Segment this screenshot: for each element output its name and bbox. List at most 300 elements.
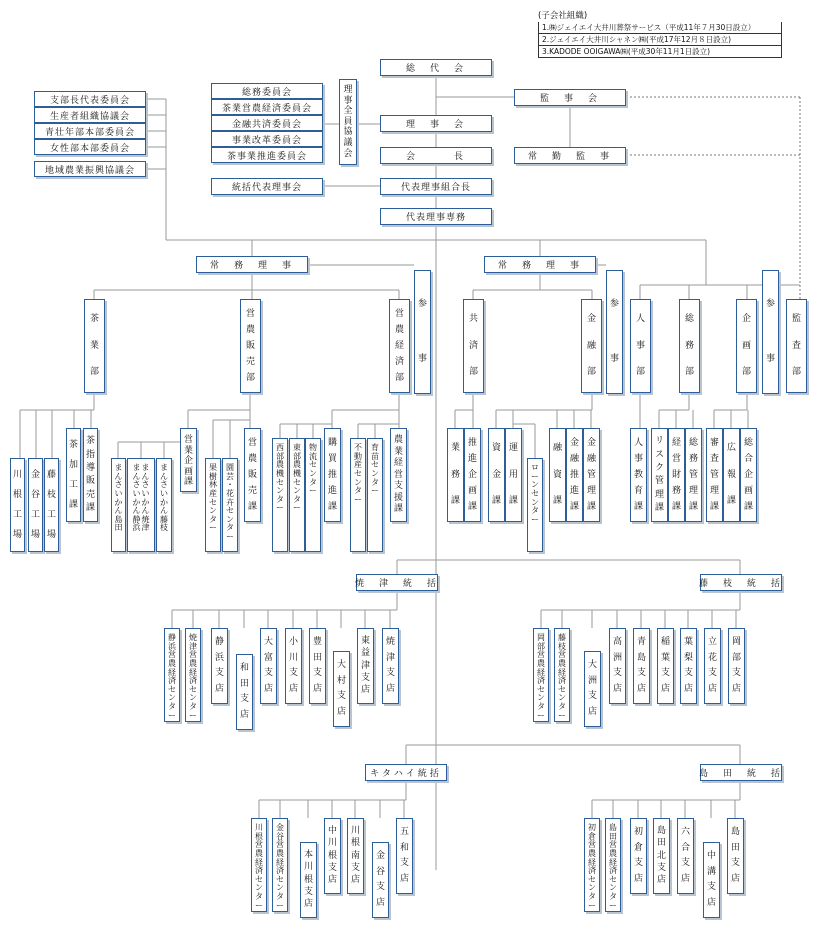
vertical-char: 課 [586, 501, 596, 512]
vertical-char: 益 [360, 648, 370, 659]
vertical-char: セ [309, 460, 317, 470]
vertical-char: ン [354, 477, 362, 487]
committee-finance-mutual-box: 金融共済委員会 [211, 115, 323, 131]
vertical-char: 議 [343, 138, 353, 149]
vertical-char: 店 [636, 683, 646, 694]
vertical-char: 事 [635, 340, 645, 351]
vertical-char: 店 [375, 897, 385, 908]
fujieda-branch-5-box [704, 628, 721, 704]
vertical-char: タ [276, 494, 284, 504]
vertical-char: 農 [558, 658, 566, 668]
tea-processing-section-box [66, 428, 81, 522]
vertical-char: セ [537, 684, 545, 694]
vertical-char: 支 [239, 694, 249, 705]
vertical-char: 浜 [168, 641, 176, 651]
fujieda-branch-0-box [584, 651, 601, 727]
vertical-char: 大 [336, 660, 346, 671]
audit-department-box [786, 299, 807, 393]
vertical-char: 営 [168, 650, 176, 660]
vertical-char: 梨 [683, 652, 693, 663]
vertical-char: 藤 [160, 514, 168, 524]
vertical-char: 業 [183, 445, 193, 456]
vertical-char: ー [209, 523, 217, 533]
vertical-char: タ [293, 494, 301, 504]
west-machinery-center-box [272, 438, 288, 552]
fujieda-center-2-box [554, 628, 570, 722]
vertical-char: 川 [303, 862, 313, 873]
seedling-center-box [367, 438, 383, 552]
vertical-char: 立 [707, 637, 717, 648]
vertical-char: 理 [709, 485, 719, 496]
vertical-char: 経 [537, 667, 545, 677]
public-relations-section-box [723, 428, 740, 522]
vertical-char: 東 [293, 443, 301, 452]
vertical-char: ん [141, 471, 150, 481]
vertical-char: ロ [531, 463, 539, 472]
vertical-char: ー [255, 900, 263, 910]
vertical-char: 支 [656, 863, 666, 874]
vertical-char: タ [354, 486, 362, 496]
shimada-center-1-box [584, 818, 600, 912]
vertical-char: 農 [537, 658, 545, 668]
fujieda-branch-2-box [633, 628, 650, 704]
vertical-char: 売 [85, 489, 95, 500]
vertical-char: ク [654, 463, 664, 474]
vertical-char: い [160, 488, 168, 498]
vertical-char: 教 [633, 469, 643, 480]
planning-department-box [736, 299, 757, 393]
vertical-char: 支 [706, 882, 716, 893]
vertical-char: 営 [588, 840, 596, 850]
vertical-char: 金 [491, 469, 501, 480]
vertical-char: 企 [743, 469, 753, 480]
vertical-char: タ [537, 702, 545, 711]
subsidiary-item: 3.KADODE OOIGAWA㈱(平成30年11月1日設立) [538, 46, 782, 58]
vertical-char: 根 [327, 850, 337, 861]
representative-director-box: 代表理事組合長 [380, 178, 492, 195]
vertical-char: 金 [569, 437, 579, 448]
management-finance-section-box [668, 428, 685, 522]
vertical-char: ー [168, 710, 176, 720]
vertical-char: 経 [558, 667, 566, 677]
vertical-char: 経 [609, 857, 617, 867]
vertical-char: 用 [508, 469, 518, 480]
vertical-char: 大 [587, 660, 597, 671]
vertical-char: タ [371, 477, 379, 487]
vertical-char: 店 [730, 873, 740, 884]
vertical-char: 参 [765, 299, 775, 310]
vertical-char: 農 [245, 324, 255, 335]
vertical-char: 静 [214, 637, 224, 648]
vertical-char: 店 [680, 873, 690, 884]
vertical-char: セ [168, 684, 176, 694]
vertical-char: 資 [552, 469, 562, 480]
vertical-char: 支 [375, 882, 385, 893]
vertical-char: ス [654, 449, 664, 460]
vertical-char: 営 [558, 650, 566, 660]
vertical-char: 島 [114, 514, 123, 524]
vertical-char: セ [354, 468, 362, 478]
vertical-char: ー [531, 471, 539, 481]
vertical-char: 農 [168, 658, 176, 668]
vertical-char: 課 [393, 503, 403, 514]
finance-department-box [581, 299, 602, 393]
vertical-char: 店 [239, 709, 249, 720]
vertical-char: 済 [537, 676, 545, 686]
vertical-char: 課 [552, 496, 562, 507]
managing-director-box: 代表理事専務 [380, 208, 492, 225]
mutual-operations-section-box [447, 428, 464, 522]
vertical-char: 済 [255, 866, 263, 876]
vertical-char: 課 [247, 501, 257, 512]
vertical-char: 洲 [612, 652, 622, 663]
vertical-char: ん [114, 471, 123, 481]
vertical-char: ー [537, 710, 545, 720]
yaizu-branch-7-box [382, 628, 399, 704]
farmstand-fujieda-box [156, 458, 172, 552]
vertical-char: 田 [312, 652, 322, 663]
vertical-char: 事 [633, 453, 643, 464]
vertical-char: 画 [741, 340, 751, 351]
horticulture-center-box-column [226, 464, 234, 551]
vertical-char: 工 [68, 479, 78, 490]
vertical-char: 支 [327, 863, 337, 874]
vertical-char: 島 [656, 825, 666, 836]
vertical-char: 営 [189, 650, 197, 660]
vertical-char: 不 [354, 443, 362, 452]
yaizu-center-2-box [185, 628, 201, 722]
vertical-char: タ [276, 892, 284, 901]
vertical-char: 産 [354, 460, 362, 470]
vertical-char: ン [588, 883, 596, 893]
farmstand-yaizu-shizuhama-box [127, 458, 155, 552]
vertical-char: 根 [350, 838, 360, 849]
vertical-char: 田 [609, 831, 617, 841]
vertical-char: 課 [68, 499, 78, 510]
vertical-char: 川 [12, 469, 22, 480]
vertical-char: 浜 [214, 652, 224, 663]
vertical-char: 津 [189, 641, 197, 651]
advisor-b-box [606, 270, 623, 394]
vertical-char: か [132, 497, 141, 507]
vertical-char: 運 [508, 443, 518, 454]
vertical-char: か [141, 497, 150, 507]
vertical-char: セ [209, 497, 217, 507]
kitahai-center-1-box [251, 818, 267, 912]
vertical-char: 浜 [132, 523, 141, 533]
shimada-branch-3-box [703, 842, 720, 918]
vertical-char: 店 [731, 683, 741, 694]
vertical-char: 管 [709, 469, 719, 480]
vertical-char: 島 [609, 823, 617, 832]
vertical-char: 推 [467, 437, 477, 448]
vertical-char: 課 [327, 501, 337, 512]
vertical-char: 支 [683, 668, 693, 679]
vertical-char: 樹 [209, 471, 217, 481]
vertical-char: 静 [168, 633, 176, 642]
vertical-char: 経 [168, 667, 176, 677]
vertical-char: 店 [706, 897, 716, 908]
vertical-char: 川 [288, 652, 298, 663]
vertical-char: 農 [588, 848, 596, 858]
vertical-char: 谷 [276, 831, 284, 841]
vertical-char: 事 [609, 354, 619, 365]
vertical-char: セ [276, 874, 284, 884]
vertical-char: 農 [293, 460, 301, 470]
vertical-char: 経 [276, 857, 284, 867]
vertical-char: 店 [214, 683, 224, 694]
vertical-char: 参 [609, 299, 619, 310]
vertical-char: 農 [189, 658, 197, 668]
vertical-char: 店 [633, 873, 643, 884]
vertical-char: 支 [636, 668, 646, 679]
vertical-char: ン [609, 883, 617, 893]
vertical-char: 監 [791, 314, 801, 325]
vertical-char: 機 [293, 468, 301, 478]
vertical-char: セ [531, 488, 539, 498]
vertical-char: 経 [255, 857, 263, 867]
vertical-char: 島 [636, 652, 646, 663]
vertical-char: ー [371, 486, 379, 496]
vertical-char: 津 [360, 660, 370, 671]
vertical-char: 加 [68, 459, 78, 470]
vertical-char: 倉 [588, 831, 596, 841]
vertical-char: 企 [183, 456, 193, 467]
shimada-branch-4-box [727, 818, 744, 894]
farmstand-yaizu-shizuhama-box-column [133, 464, 141, 551]
vertical-char: 農 [276, 848, 284, 858]
vertical-char: 金 [30, 469, 40, 480]
loan-center-box [527, 458, 543, 552]
vertical-char: 場 [12, 529, 22, 540]
vertical-char: 焼 [385, 637, 395, 648]
vertical-char: 進 [569, 485, 579, 496]
vertical-char: ー [609, 900, 617, 910]
vertical-char: 育 [633, 485, 643, 496]
womens-committee-box: 女性部本部委員会 [34, 139, 146, 155]
vertical-char: 農 [255, 848, 263, 858]
vertical-char: 済 [609, 866, 617, 876]
vertical-char: 動 [354, 451, 362, 461]
shimada-center-1-box-column [588, 824, 596, 911]
vertical-char: ン [189, 693, 197, 703]
vertical-char: 花 [707, 652, 717, 663]
vertical-char: ン [276, 883, 284, 893]
farmstand-fujieda-box-column [160, 464, 168, 551]
vertical-char: 理 [654, 489, 664, 500]
vertical-char: 高 [612, 637, 622, 648]
vertical-char: ん [160, 506, 168, 516]
vertical-char: 売 [245, 356, 255, 367]
vertical-char: 支 [303, 887, 313, 898]
vertical-char: 五 [399, 827, 409, 838]
vertical-char: 農 [393, 435, 403, 446]
shimada-branch-2-box [677, 818, 694, 894]
vertical-char: 農 [609, 848, 617, 858]
vertical-char: ま [132, 463, 141, 472]
vertical-char: リ [654, 436, 664, 447]
logistics-center-box [305, 438, 321, 552]
vertical-char: 流 [309, 451, 317, 461]
vertical-char: 総 [743, 437, 753, 448]
shimada-center-2-box [605, 818, 621, 912]
farm-sales-section-box [244, 428, 261, 522]
kitahai-branch-3-box [372, 842, 389, 918]
vertical-char: セ [255, 874, 263, 884]
committee-tea-farming-box: 茶業営農経済委員会 [211, 99, 323, 115]
vertical-char: 根 [255, 831, 263, 841]
vertical-char: ン [537, 693, 545, 703]
general-assembly-box: 総 代 会 [380, 59, 492, 76]
vertical-char: 共 [468, 314, 478, 325]
vertical-char: 農 [276, 460, 284, 470]
vertical-char: 営 [247, 437, 257, 448]
vertical-char: セ [558, 684, 566, 694]
vertical-char: 理 [343, 85, 353, 95]
vertical-char: 参 [417, 299, 427, 310]
vertical-char: 大 [263, 637, 273, 648]
investment-section-box [505, 428, 522, 522]
vertical-char: 済 [588, 866, 596, 876]
vertical-char: 根 [303, 874, 313, 885]
vertical-char: 初 [588, 823, 596, 832]
yaizu-region-box: 焼 津 統 括 [356, 574, 438, 591]
vertical-char: 中 [706, 851, 716, 862]
vertical-char: 店 [350, 875, 360, 886]
vertical-char: 川 [350, 825, 360, 836]
yaizu-center-2-box-column [189, 634, 197, 721]
vertical-char: 支 [660, 668, 670, 679]
kitahai-center-2-box [272, 818, 288, 912]
risk-management-section-box [651, 428, 668, 522]
vertical-char: 合 [743, 453, 753, 464]
yaizu-branch-5-box [333, 651, 350, 727]
west-machinery-center-box-column [276, 444, 284, 551]
real-estate-center-box [350, 438, 366, 552]
vertical-char: 支 [707, 668, 717, 679]
vertical-char: 部 [537, 641, 545, 651]
vertical-char: 協 [343, 127, 353, 138]
vertical-char: 管 [586, 469, 596, 480]
vertical-char: 葉 [683, 637, 693, 648]
vertical-char: 管 [688, 469, 698, 480]
vertical-char: 画 [743, 485, 753, 496]
shimada-branch-1-box [653, 818, 670, 894]
vertical-char: ー [354, 494, 362, 504]
vertical-char: 画 [467, 485, 477, 496]
vertical-char: 課 [569, 501, 579, 512]
vertical-char: ん [132, 506, 141, 516]
vertical-char: 青 [636, 637, 646, 648]
vertical-char: 広 [726, 443, 736, 454]
vertical-char: 卉 [226, 497, 234, 507]
vertical-char: 場 [30, 529, 40, 540]
vertical-char: か [160, 497, 168, 507]
vertical-char: 融 [569, 453, 579, 464]
vertical-char: ー [531, 514, 539, 524]
all-directors-council-box [339, 79, 357, 165]
vertical-char: 推 [327, 469, 337, 480]
fujieda-branch-1-box [609, 628, 626, 704]
vertical-char: 販 [247, 469, 257, 480]
vertical-char: 理 [688, 485, 698, 496]
vertical-char: 支 [612, 668, 622, 679]
vertical-char: 店 [303, 899, 313, 910]
vertical-char: 済 [394, 356, 404, 367]
east-machinery-center-box-column [293, 444, 301, 551]
farmstand-yaizu-shizuhama-box-column [142, 464, 150, 551]
general-affairs-department-box [679, 299, 700, 393]
vertical-char: 店 [707, 683, 717, 694]
vertical-char: 金 [276, 823, 284, 832]
vertical-char: 店 [327, 875, 337, 886]
vertical-char: 支 [350, 863, 360, 874]
vertical-char: 営 [183, 435, 193, 445]
executive-director-right-box: 常 務 理 事 [484, 256, 596, 273]
vertical-char: 金 [586, 437, 596, 448]
vertical-char: ん [141, 506, 150, 516]
fruit-forestry-center-box-column [209, 464, 217, 551]
vertical-char: 経 [393, 458, 403, 469]
audit-board-box: 監 事 会 [514, 89, 626, 106]
tea-factory-2-box [44, 458, 59, 552]
vertical-char: ん [114, 506, 123, 516]
vertical-char: 総 [688, 437, 698, 448]
loan-center-box-column [531, 464, 539, 551]
vertical-char: 営 [394, 308, 404, 319]
vertical-char: ー [558, 710, 566, 720]
vertical-char: タ [189, 702, 197, 711]
vertical-char: さ [114, 480, 123, 490]
vertical-char: さ [160, 480, 168, 490]
vertical-char: 初 [633, 827, 643, 838]
hr-department-box [630, 299, 651, 393]
vertical-char: 済 [276, 866, 284, 876]
vertical-char: 支 [399, 858, 409, 869]
vertical-char: 島 [730, 827, 740, 838]
vertical-char: ー [293, 503, 301, 513]
vertical-char: 務 [450, 469, 460, 480]
yaizu-branch-1-box [236, 654, 253, 730]
vertical-char: 推 [569, 469, 579, 480]
vertical-char: 園 [226, 463, 234, 472]
vertical-char: ン [558, 693, 566, 703]
vertical-char: セ [293, 477, 301, 487]
vertical-char: ま [141, 463, 150, 472]
vertical-char: タ [309, 477, 317, 487]
finance-promotion-section-box [566, 428, 583, 522]
vertical-char: セ [588, 874, 596, 884]
committee-tea-promotion-box: 茶事業推進委員会 [211, 147, 323, 163]
logistics-center-box-column [309, 444, 317, 551]
vertical-char: 村 [336, 675, 346, 686]
vertical-char: ン [293, 486, 301, 496]
vertical-char: 支 [214, 668, 224, 679]
vertical-char: 課 [709, 501, 719, 512]
fujieda-branch-3-box [657, 628, 674, 704]
vertical-char: 報 [726, 469, 736, 480]
vertical-char: 販 [85, 476, 95, 487]
vertical-char: 富 [263, 652, 273, 663]
vertical-char: 業 [89, 340, 99, 351]
vertical-char: 課 [508, 496, 518, 507]
vertical-char: 支 [633, 858, 643, 869]
vertical-char: 査 [709, 453, 719, 464]
vertical-char: タ [588, 892, 596, 901]
vertical-char: 進 [327, 485, 337, 496]
vertical-char: 画 [183, 466, 193, 477]
vertical-char: 営 [245, 308, 255, 319]
